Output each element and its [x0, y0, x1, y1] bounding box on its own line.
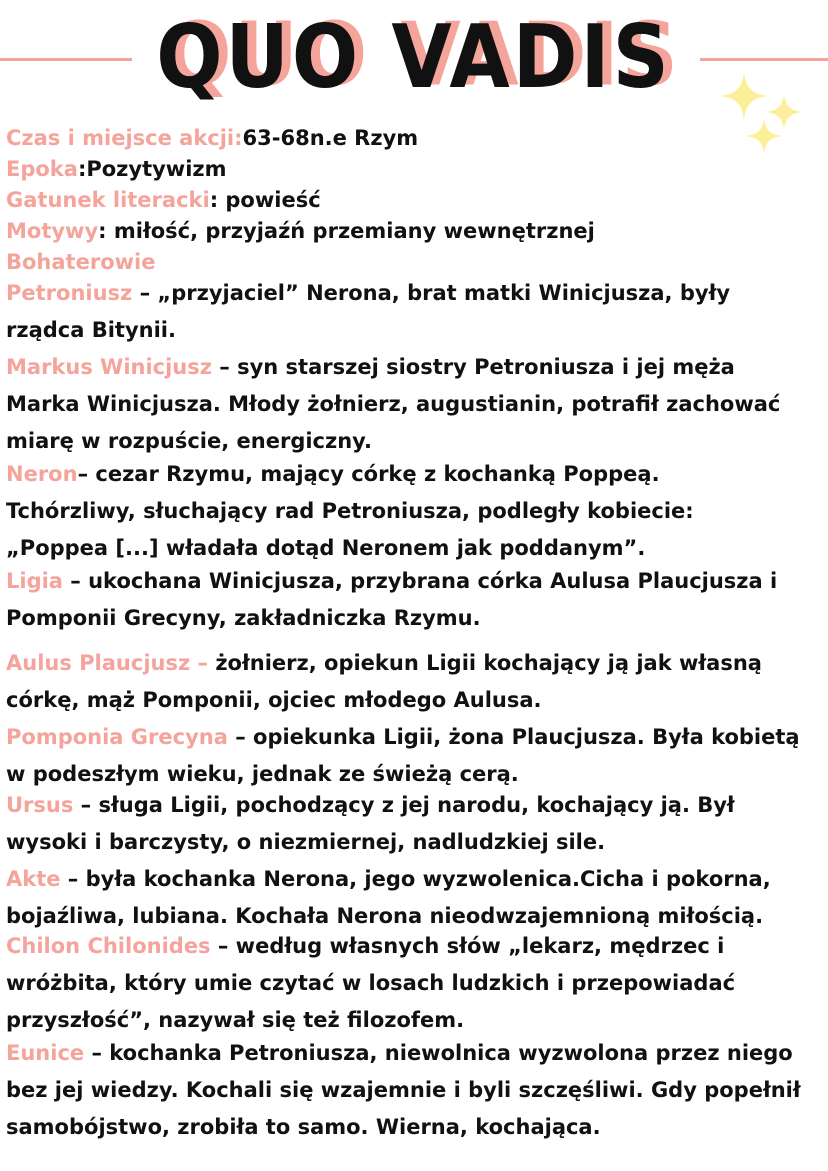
info-gatunek	[6, 185, 828, 216]
character-line: przyszłość”, nazywał się też filozofem.	[6, 1008, 465, 1032]
info-czas	[6, 123, 828, 154]
character-line: samobójstwo, zrobiła to samo. Wierna, kochająca.	[6, 1115, 601, 1139]
character-line	[6, 456, 828, 493]
character-line: miarę w rozpuście, energiczny.	[6, 429, 372, 453]
info-epoka	[6, 154, 828, 185]
info-gatunek-label: Gatunek literacki	[6, 188, 210, 212]
character-line	[6, 1035, 828, 1072]
character-entry-winicjusz	[6, 349, 828, 460]
character-entry-eunice	[6, 1035, 828, 1146]
character-entry-ursus	[6, 787, 828, 861]
character-text: – sługa Ligii, pochodzący z jej narodu, kochający ją. Był	[73, 793, 735, 817]
character-line	[6, 275, 828, 312]
info-epoka-label: Epoka	[6, 157, 78, 181]
character-line: Pomponii Grecyny, zakładniczka Rzymu.	[6, 606, 481, 630]
character-text: – cezar Rzymu, mający córkę z kochanką Poppeą.	[77, 462, 660, 486]
character-entry-ligia	[6, 563, 828, 637]
header	[0, 0, 828, 118]
character-entry-chilon	[6, 928, 828, 1039]
character-line: wysoki i barczysty, o niezmiernej, nadludzkiej sile.	[6, 830, 606, 854]
character-entry-akte	[6, 861, 828, 935]
bohaterowie-heading-text: Bohaterowie	[6, 250, 156, 274]
character-name: Ligia	[6, 569, 63, 593]
character-text: – syn starszej siostry Petroniusza i jej męża	[211, 355, 735, 379]
document-body	[6, 123, 828, 1146]
character-line	[6, 928, 828, 965]
character-line: w podeszłym wieku, jednak ze świeżą cerą.	[6, 762, 519, 786]
character-line	[6, 349, 828, 386]
character-text: – była kochanka Nerona, jego wyzwolenica.Cicha i pokorna,	[60, 867, 771, 891]
character-entry-aulus	[6, 645, 828, 719]
character-line: wróżbita, który umie czytać w losach ludzkich i przepowiadać	[6, 971, 736, 995]
character-name: Ursus	[6, 793, 74, 817]
info-czas-value: 63-68n.e Rzym	[242, 126, 419, 150]
info-czas-label: Czas i miejsce akcji:	[6, 126, 243, 150]
character-text: – opiekunka Ligii, żona Plaucjusza. Była kobietą	[227, 725, 800, 749]
character-name: Aulus Plaucjusz –	[6, 651, 209, 675]
bohaterowie-heading	[6, 247, 828, 278]
character-line: rządca Bitynii.	[6, 318, 176, 342]
info-motywy-label: Motywy	[6, 219, 99, 243]
character-line	[6, 787, 828, 824]
character-line	[6, 861, 828, 898]
character-line	[6, 645, 828, 682]
page-title: QUO VADIS	[156, 7, 672, 109]
info-gatunek-value: : powieść	[209, 188, 321, 212]
character-name: Pomponia Grecyna	[6, 725, 228, 749]
info-epoka-value: :Pozytywizm	[77, 157, 227, 181]
character-line	[6, 563, 828, 600]
character-name: Eunice	[6, 1041, 85, 1065]
character-text: – kochanka Petroniusza, niewolnica wyzwolona przez niego	[84, 1041, 793, 1065]
character-name: Markus Winicjusz	[6, 355, 212, 379]
character-name: Akte	[6, 867, 61, 891]
info-motywy	[6, 216, 828, 247]
character-entry-neron	[6, 456, 828, 567]
info-motywy-value: : miłość, przyjaźń przemiany wewnętrznej	[98, 219, 595, 243]
character-name: Neron	[6, 462, 78, 486]
character-entry-pomponia	[6, 719, 828, 793]
character-text: – „przyjaciel” Nerona, brat matki Winicjusza, były	[132, 281, 731, 305]
character-line	[6, 719, 828, 756]
character-name: Chilon Chilonides	[6, 934, 211, 958]
character-line: „Poppea [...] władała dotąd Neronem jak poddanym”.	[6, 536, 646, 560]
character-text: żołnierz, opiekun Ligii kochający ją jak własną	[208, 651, 762, 675]
character-line: Tchórzliwy, słuchający rad Petroniusza, podległy kobiecie:	[6, 499, 694, 523]
character-line: bojaźliwa, lubiana. Kochała Nerona nieodwzajemnioną miłością.	[6, 904, 764, 928]
character-line: Marka Winicjusza. Młody żołnierz, augustianin, potrafił zachować	[6, 392, 781, 416]
character-text: – według własnych słów „lekarz, mędrzec i	[210, 934, 725, 958]
character-line: córkę, mąż Pomponii, ojciec młodego Aulusa.	[6, 688, 542, 712]
character-entry-petroniusz	[6, 275, 828, 349]
character-line: bez jej wiedzy. Kochali się wzajemnie i byli szczęśliwi. Gdy popełnił	[6, 1078, 801, 1102]
character-name: Petroniusz	[6, 281, 133, 305]
character-text: – ukochana Winicjusza, przybrana córka Aulusa Plaucjusza i	[62, 569, 778, 593]
